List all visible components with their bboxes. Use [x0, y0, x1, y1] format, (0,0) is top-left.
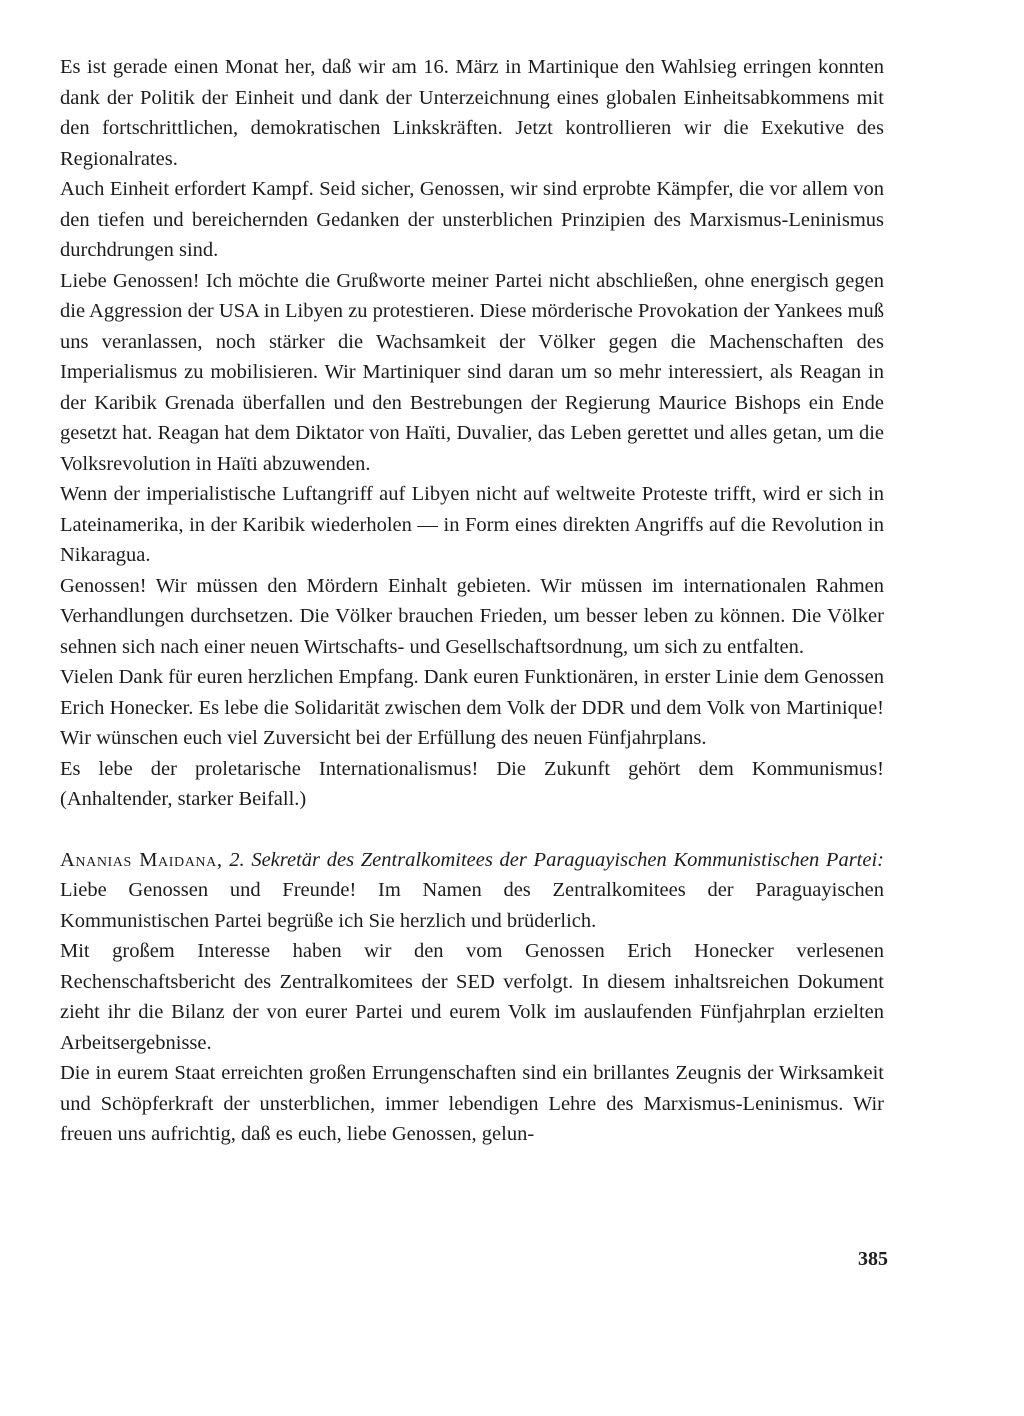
paragraph: Wenn der imperialistische Luftangriff auf Libyen nicht auf weltweite Proteste trifft, wird er sich in Lateinamerika, in der Karibik wiederholen — in Form eines direkten Angriffs auf die Revolution in Nikaragua.: [60, 483, 884, 566]
speaker-name: Ananias Maidana,: [60, 848, 223, 871]
speech-martinique: [60, 52, 884, 815]
paragraph: Vielen Dank für euren herzlichen Empfang. Dank euren Funktionären, in erster Linie dem Genossen Erich Honecker. Es lebe die Solidarität zwischen dem Volk der DDR und dem Volk von Martinique! Wir wünschen euch viel Zuversicht bei der Erfüllung des neuen Fünfjahrplans.: [60, 666, 884, 749]
paragraph: Es lebe der proletarische Internationalismus! Die Zukunft gehört dem Kommunismus! (Anhaltender, starker Beifall.): [60, 757, 884, 810]
speaker-role: 2. Sekretär des Zentralkomitees der Paraguayischen Kommunistischen Partei:: [229, 848, 884, 871]
opening-text: Liebe Genossen und Freunde! Im Namen des Zentralkomitees der Paraguayischen Kommunistischen Partei begrüße ich Sie herzlich und brüderlich.: [60, 879, 884, 932]
speech-paraguay: [60, 845, 884, 1150]
paragraph: Die in eurem Staat erreichten großen Errungenschaften sind ein brillantes Zeugnis der Wirksamkeit und Schöpferkraft der unsterblichen, immer lebendigen Lehre des Marxismus-Leninismus. Wir freuen uns aufrichtig, daß es euch, liebe Genossen, gelun-: [60, 1062, 884, 1145]
paragraph: Es ist gerade einen Monat her, daß wir am 16. März in Martinique den Wahlsieg erringen konnten dank der Politik der Einheit und dank der Unterzeichnung eines globalen Einheitsabkommens mit den fortschrittlichen, demokratischen Linkskräften. Jetzt kontrollieren wir die Exekutive des Regionalrates.: [60, 56, 884, 170]
paragraph: Mit großem Interesse haben wir den vom Genossen Erich Honecker verlesenen Rechenschaftsbericht des Zentralkomitees der SED verfolgt. In diesem inhaltsreichen Dokument zieht ihr die Bilanz der von eurer Partei und eurem Volk im auslaufenden Fünfjahrplan erzielten Arbeitsergebnisse.: [60, 940, 884, 1054]
section-spacer: [60, 815, 884, 845]
document-page: [60, 52, 884, 1150]
paragraph: Liebe Genossen! Ich möchte die Grußworte meiner Partei nicht abschließen, ohne energisch gegen die Aggression der USA in Libyen zu protestieren. Diese mörderische Provokation der Yankees muß uns veranlassen, noch stärker die Wachsamkeit der Völker gegen die Machenschaften des Imperialismus zu mobilisieren. Wir Martiniquer sind daran um so mehr interessiert, als Reagan in der Karibik Grenada überfallen und den Bestrebungen der Regierung Maurice Bishops ein Ende gesetzt hat. Reagan hat dem Diktator von Haïti, Duvalier, das Leben gerettet und alles getan, um die Volksrevolution in Haïti abzuwenden.: [60, 269, 884, 475]
speech-opening-paragraph: [60, 845, 884, 937]
page-number: 385: [858, 1248, 888, 1270]
paragraph: Auch Einheit erfordert Kampf. Seid sicher, Genossen, wir sind erprobte Kämpfer, die vor allem von den tiefen und bereichernden Gedanken der unsterblichen Prinzipien des Marxismus-Leninismus durchdrungen sind.: [60, 178, 884, 261]
paragraph: Genossen! Wir müssen den Mördern Einhalt gebieten. Wir müssen im internationalen Rahmen Verhandlungen durchsetzen. Die Völker brauchen Frieden, um besser leben zu können. Die Völker sehnen sich nach einer neuen Wirtschafts- und Gesellschaftsordnung, um sich zu entfalten.: [60, 574, 884, 658]
